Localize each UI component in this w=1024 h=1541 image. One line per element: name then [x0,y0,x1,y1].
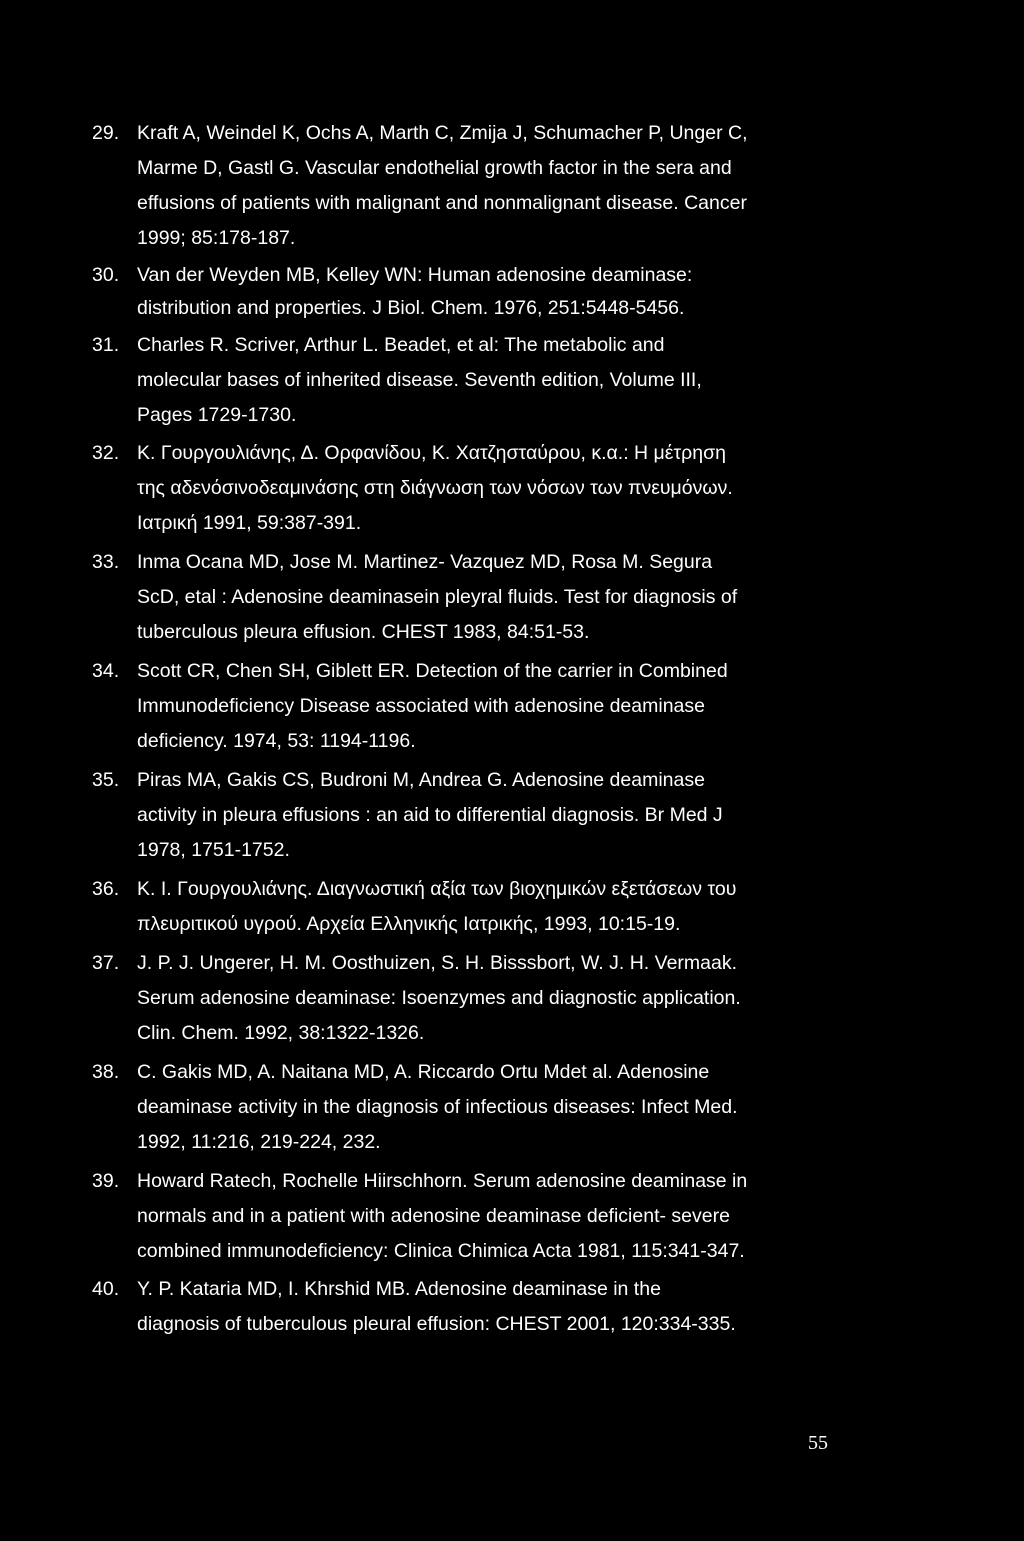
reference-text [137,436,852,541]
reference-list [92,116,852,1342]
reference-text [137,259,852,325]
reference-line: effusions of patients with malignant and nonmalignant disease. Cancer [137,192,747,214]
reference-line: ScD, etal : Adenosine deaminasein pleyral fluids. Test for diagnosis of [137,586,738,608]
reference-line: Inma Ocana MD, Jose M. Martinez- Vazquez MD, Rosa M. Segura [137,551,713,573]
reference-item-35 [92,763,852,868]
reference-item-40 [92,1272,852,1342]
reference-number: 31. [92,334,120,356]
reference-line: Κ. Γουργουλιάνης, Δ. Ορφανίδου, Κ. Χατζησταύρου, κ.α.: Η μέτρηση [137,442,726,464]
reference-item-31 [92,328,852,433]
reference-line: Van der Weyden MB, Kelley WN: Human adenosine deaminase: [137,264,693,286]
reference-line: distribution and properties. J Biol. Chem. 1976, 251:5448-5456. [137,297,685,319]
reference-line: 1999; 85:178-187. [137,227,296,249]
reference-line: tuberculous pleura effusion. CHEST 1983, 84:51-53. [137,621,590,643]
reference-number: 34. [92,660,120,682]
reference-line: deficiency. 1974, 53: 1194-1196. [137,730,416,752]
reference-item-39 [92,1164,852,1269]
reference-text [137,116,852,256]
reference-text [137,946,852,1051]
reference-number: 35. [92,769,120,791]
reference-line: Piras MA, Gakis CS, Budroni M, Andrea G. Adenosine deaminase [137,769,705,791]
reference-item-29 [92,116,852,256]
reference-number: 32. [92,442,120,464]
reference-line: J. P. J. Ungerer, H. M. Oosthuizen, S. H. Bisssbort, W. J. H. Vermaak. [137,952,738,974]
reference-item-34 [92,654,852,759]
reference-line: deaminase activity in the diagnosis of infectious diseases: Infect Med. [137,1096,738,1118]
reference-line: Kraft A, Weindel K, Ochs A, Marth C, Zmija J, Schumacher P, Unger C, [137,122,748,144]
reference-line: Serum adenosine deaminase: Isoenzymes and diagnostic application. [137,987,741,1009]
reference-text [137,872,852,942]
reference-line: Pages 1729-1730. [137,404,297,426]
reference-line: activity in pleura effusions : an aid to differential diagnosis. Br Med J [137,804,723,826]
reference-number: 30. [92,264,120,286]
reference-line: Ιατρική 1991, 59:387-391. [137,512,362,534]
reference-text [137,1055,852,1160]
reference-line: Κ. Ι. Γουργουλιάνης. Διαγνωστική αξία των βιοχημικών εξετάσεων του [137,878,737,900]
reference-item-30 [92,259,852,325]
reference-text [137,1164,852,1269]
reference-number: 37. [92,952,120,974]
reference-number: 39. [92,1170,120,1192]
reference-line: normals and in a patient with adenosine deaminase deficient- severe [137,1205,730,1227]
reference-text [137,763,852,868]
reference-item-32 [92,436,852,541]
reference-line: Howard Ratech, Rochelle Hiirschhorn. Serum adenosine deaminase in [137,1170,748,1192]
reference-line: Charles R. Scriver, Arthur L. Beadet, et al: The metabolic and [137,334,665,356]
page-number: 55 [808,1432,828,1454]
reference-line: diagnosis of tuberculous pleural effusion: CHEST 2001, 120:334-335. [137,1313,736,1335]
reference-item-36 [92,872,852,942]
reference-text [137,1272,852,1342]
reference-line: Y. P. Kataria MD, I. Khrshid MB. Adenosine deaminase in the [137,1278,661,1300]
reference-line: πλευριτικού υγρού. Αρχεία Ελληνικής Ιατρικής, 1993, 10:15-19. [137,913,681,935]
reference-item-33 [92,545,852,650]
reference-line: molecular bases of inherited disease. Seventh edition, Volume III, [137,369,702,391]
reference-line: combined immunodeficiency: Clinica Chimica Acta 1981, 115:341-347. [137,1240,745,1262]
reference-number: 40. [92,1278,120,1300]
reference-line: 1992, 11:216, 219-224, 232. [137,1131,381,1153]
reference-line: της αδενόσινοδεαμινάσης στη διάγνωση των νόσων των πνευμόνων. [137,477,733,499]
reference-number: 36. [92,878,120,900]
reference-line: Marme D, Gastl G. Vascular endothelial growth factor in the sera and [137,157,732,179]
reference-item-38 [92,1055,852,1160]
reference-text [137,545,852,650]
reference-number: 29. [92,122,120,144]
reference-line: Scott CR, Chen SH, Giblett ER. Detection of the carrier in Combined [137,660,728,682]
reference-line: C. Gakis MD, A. Naitana MD, A. Riccardo Ortu Mdet al. Adenosine [137,1061,710,1083]
reference-text [137,654,852,759]
reference-item-37 [92,946,852,1051]
reference-number: 38. [92,1061,120,1083]
reference-line: Immunodeficiency Disease associated with adenosine deaminase [137,695,705,717]
reference-line: Clin. Chem. 1992, 38:1322-1326. [137,1022,425,1044]
reference-text [137,328,852,433]
reference-number: 33. [92,551,120,573]
reference-line: 1978, 1751-1752. [137,839,290,861]
